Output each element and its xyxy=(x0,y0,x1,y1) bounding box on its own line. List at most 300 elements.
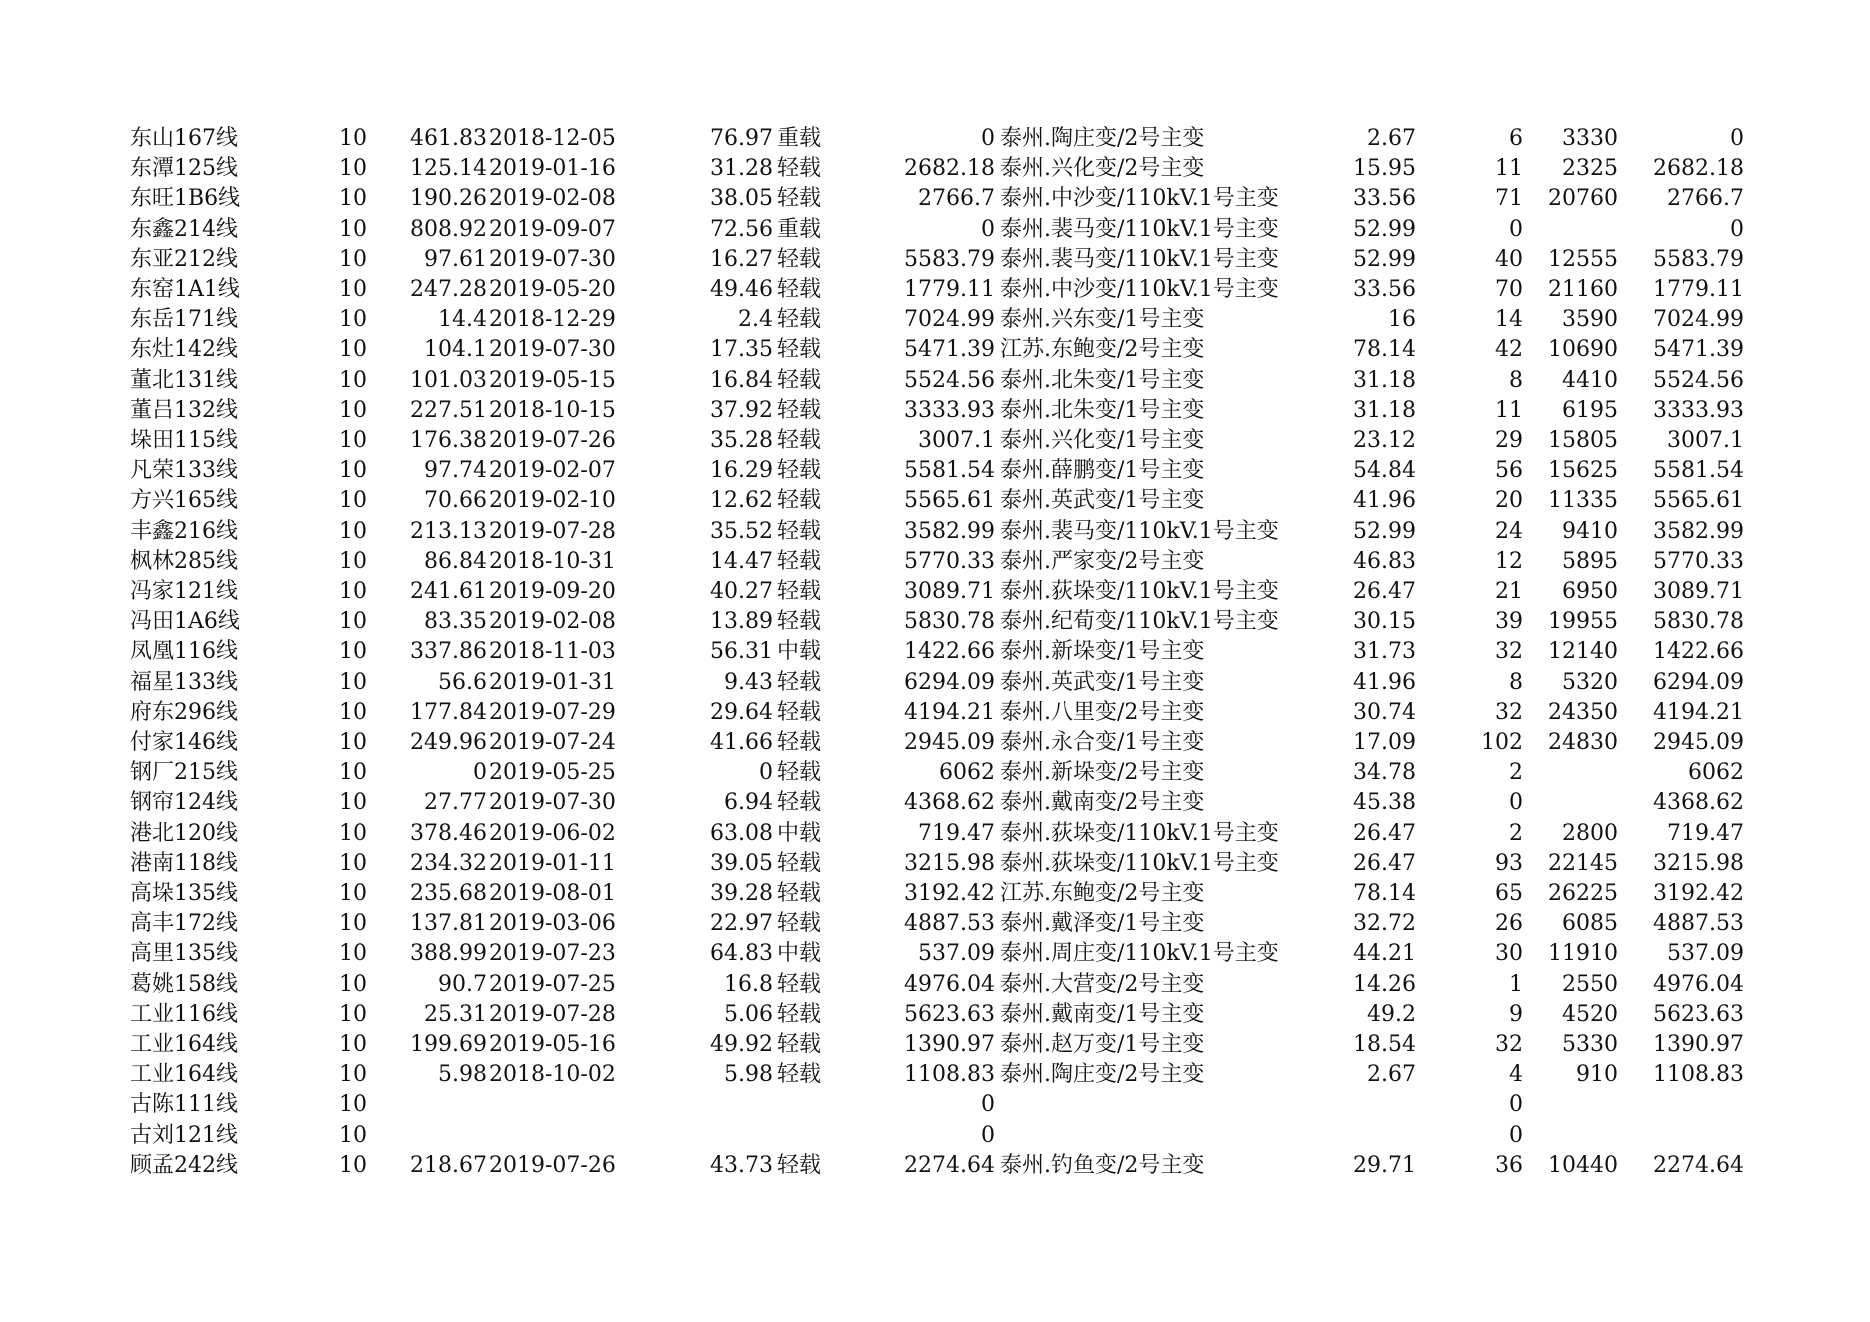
transformer-rate-cell: 29.71 xyxy=(1353,1152,1416,1178)
count-cell: 1 xyxy=(1509,971,1523,997)
load-level-cell: 轻载 xyxy=(777,579,822,604)
table-row xyxy=(0,1060,1870,1090)
line-name-cell: 东灶142线 xyxy=(130,337,238,363)
transformer-rate-cell: 30.15 xyxy=(1353,609,1416,635)
voltage-cell: 10 xyxy=(339,126,367,151)
max-load-cell: 97.61 xyxy=(424,246,487,272)
load-rate-cell: 56.31 xyxy=(710,639,773,665)
max-load-cell: 176.38 xyxy=(410,428,487,453)
table-row xyxy=(0,909,1870,939)
load-rate-cell: 35.28 xyxy=(710,428,773,453)
capacity-cell: 910 xyxy=(1576,1062,1618,1088)
capacity-cell: 10440 xyxy=(1548,1152,1618,1178)
remaining-capacity-cell: 4368.62 xyxy=(904,790,995,816)
date-cell: 2019-07-30 xyxy=(489,246,616,272)
available-capacity-cell: 537.09 xyxy=(1667,941,1744,967)
table-row xyxy=(0,939,1870,969)
available-capacity-cell: 0 xyxy=(1730,126,1744,151)
count-cell: 56 xyxy=(1495,458,1523,484)
capacity-cell xyxy=(1525,215,1618,245)
line-name-cell: 丰鑫216线 xyxy=(130,518,238,544)
transformer-rate-cell: 45.38 xyxy=(1353,790,1416,816)
remaining-capacity-cell: 1108.83 xyxy=(904,1062,995,1088)
voltage-cell: 10 xyxy=(339,1032,367,1057)
load-level-cell: 轻载 xyxy=(777,458,822,484)
load-level-cell: 轻载 xyxy=(777,488,822,514)
count-cell: 11 xyxy=(1495,156,1523,182)
load-rate-cell: 31.28 xyxy=(710,156,773,182)
max-load-cell: 218.67 xyxy=(410,1152,487,1178)
load-level-cell: 轻载 xyxy=(777,1062,822,1088)
table-row xyxy=(0,1030,1870,1060)
load-level-cell: 轻载 xyxy=(777,518,822,544)
substation-transformer-cell: 泰州.陶庄变/2号主变 xyxy=(1000,1062,1205,1088)
date-cell: 2019-07-30 xyxy=(489,337,616,363)
load-level-cell: 轻载 xyxy=(777,911,822,937)
transformer-rate-cell: 49.2 xyxy=(1367,1001,1416,1027)
remaining-capacity-cell: 5471.39 xyxy=(904,337,995,363)
remaining-capacity-cell: 537.09 xyxy=(918,941,995,967)
capacity-cell: 6085 xyxy=(1562,911,1618,937)
voltage-cell: 10 xyxy=(339,277,367,302)
max-load-cell: 137.81 xyxy=(410,911,487,937)
line-name-cell: 顾孟242线 xyxy=(130,1152,238,1178)
available-capacity-cell: 5770.33 xyxy=(1653,548,1744,574)
count-cell: 0 xyxy=(1509,1092,1523,1118)
transformer-rate-cell: 54.84 xyxy=(1353,458,1416,484)
load-rate-cell: 16.8 xyxy=(724,971,773,997)
max-load-cell: 70.66 xyxy=(424,488,487,514)
table-row xyxy=(0,215,1870,245)
voltage-cell: 10 xyxy=(339,337,367,363)
load-rate-cell: 13.89 xyxy=(710,609,773,635)
available-capacity-cell: 4887.53 xyxy=(1653,911,1744,937)
load-rate-cell: 5.98 xyxy=(724,1062,773,1088)
substation-transformer-cell: 泰州.英武变/1号主变 xyxy=(1000,669,1205,695)
substation-transformer-cell: 泰州.永合变/1号主变 xyxy=(1000,730,1205,755)
load-rate-cell: 39.05 xyxy=(710,850,773,876)
line-name-cell: 董北131线 xyxy=(130,367,238,393)
voltage-cell: 10 xyxy=(339,579,367,604)
count-cell: 0 xyxy=(1509,790,1523,816)
capacity-cell: 2550 xyxy=(1562,971,1618,997)
load-rate-cell: 35.52 xyxy=(710,518,773,544)
max-load-cell: 27.77 xyxy=(424,790,487,816)
transformer-rate-cell: 18.54 xyxy=(1353,1032,1416,1057)
load-rate-cell: 14.47 xyxy=(710,548,773,574)
voltage-cell: 10 xyxy=(339,911,367,937)
remaining-capacity-cell: 5623.63 xyxy=(904,1001,995,1027)
capacity-cell xyxy=(1525,1121,1618,1151)
line-name-cell: 工业116线 xyxy=(130,1001,238,1027)
voltage-cell: 10 xyxy=(339,548,367,574)
line-name-cell: 古刘121线 xyxy=(130,1122,238,1148)
available-capacity-cell: 3089.71 xyxy=(1653,579,1744,604)
available-capacity-cell: 7024.99 xyxy=(1653,307,1744,333)
transformer-rate-cell: 14.26 xyxy=(1353,971,1416,997)
load-level-cell xyxy=(777,1121,837,1151)
load-rate-cell: 2.4 xyxy=(738,307,773,333)
capacity-cell: 5895 xyxy=(1562,548,1618,574)
line-name-cell: 高里135线 xyxy=(130,941,238,967)
count-cell: 40 xyxy=(1495,246,1523,272)
substation-transformer-cell: 泰州.八里变/2号主变 xyxy=(1000,699,1205,725)
capacity-cell: 21160 xyxy=(1548,277,1618,302)
available-capacity-cell: 1108.83 xyxy=(1653,1062,1744,1088)
line-name-cell: 高垛135线 xyxy=(130,881,238,906)
line-name-cell: 方兴165线 xyxy=(130,488,238,514)
line-name-cell: 古陈111线 xyxy=(130,1092,238,1118)
table-row xyxy=(0,396,1870,426)
count-cell: 65 xyxy=(1495,881,1523,906)
line-name-cell: 东旺1B6线 xyxy=(130,186,241,212)
table-row xyxy=(0,758,1870,788)
capacity-cell: 19955 xyxy=(1548,609,1618,635)
count-cell: 102 xyxy=(1481,730,1523,755)
load-rate-cell: 64.83 xyxy=(710,941,773,967)
date-cell: 2019-07-25 xyxy=(489,971,616,997)
capacity-cell xyxy=(1525,788,1618,818)
line-name-cell: 港南118线 xyxy=(130,850,238,876)
available-capacity-cell: 5581.54 xyxy=(1653,458,1744,484)
transformer-rate-cell: 33.56 xyxy=(1353,277,1416,302)
line-name-cell: 葛姚158线 xyxy=(130,971,238,997)
substation-transformer-cell: 泰州.严家变/2号主变 xyxy=(1000,548,1205,574)
table-row xyxy=(0,426,1870,456)
line-name-cell: 董吕132线 xyxy=(130,397,238,423)
max-load-cell: 241.61 xyxy=(410,579,487,604)
count-cell: 21 xyxy=(1495,579,1523,604)
date-cell: 2018-10-15 xyxy=(489,397,616,423)
capacity-cell: 9410 xyxy=(1562,518,1618,544)
date-cell: 2019-07-28 xyxy=(489,518,616,544)
remaining-capacity-cell: 5830.78 xyxy=(904,609,995,635)
load-rate-cell: 5.06 xyxy=(724,1001,773,1027)
date-cell: 2019-08-01 xyxy=(489,881,616,906)
line-name-cell: 冯田1A6线 xyxy=(130,609,240,635)
transformer-rate-cell: 78.14 xyxy=(1353,337,1416,363)
count-cell: 8 xyxy=(1509,367,1523,393)
table-row xyxy=(0,486,1870,516)
date-cell: 2019-02-08 xyxy=(489,186,616,212)
load-level-cell: 轻载 xyxy=(777,730,822,755)
capacity-cell: 11910 xyxy=(1548,941,1618,967)
load-level-cell: 轻载 xyxy=(777,156,822,182)
available-capacity-cell: 5565.61 xyxy=(1653,488,1744,514)
line-name-cell: 钢厂215线 xyxy=(130,760,238,786)
capacity-cell: 12555 xyxy=(1548,246,1618,272)
transformer-rate-cell: 41.96 xyxy=(1353,669,1416,695)
table-row xyxy=(0,577,1870,607)
date-cell: 2019-07-29 xyxy=(489,699,616,725)
date-cell: 2019-07-28 xyxy=(489,1001,616,1027)
max-load-cell: 227.51 xyxy=(410,397,487,423)
available-capacity-cell: 3215.98 xyxy=(1653,850,1744,876)
load-rate-cell: 49.92 xyxy=(710,1032,773,1057)
load-rate-cell: 39.28 xyxy=(710,881,773,906)
available-capacity-cell: 5471.39 xyxy=(1653,337,1744,363)
available-capacity-cell: 2682.18 xyxy=(1653,156,1744,182)
transformer-rate-cell: 16 xyxy=(1388,307,1416,333)
table-row xyxy=(0,275,1870,305)
capacity-cell xyxy=(1525,1090,1618,1120)
substation-transformer-cell: 泰州.陶庄变/2号主变 xyxy=(1000,126,1205,151)
load-level-cell: 轻载 xyxy=(777,1001,822,1027)
remaining-capacity-cell: 5524.56 xyxy=(904,367,995,393)
transformer-rate-cell: 17.09 xyxy=(1353,730,1416,755)
max-load-cell xyxy=(372,1121,487,1151)
date-cell: 2019-02-08 xyxy=(489,609,616,635)
transformer-rate-cell: 31.73 xyxy=(1353,639,1416,665)
remaining-capacity-cell: 4976.04 xyxy=(904,971,995,997)
capacity-cell: 24350 xyxy=(1548,699,1618,725)
table-row xyxy=(0,728,1870,758)
capacity-cell: 24830 xyxy=(1548,730,1618,755)
table-row xyxy=(0,124,1870,154)
substation-transformer-cell: 泰州.裴马变/110kV.1号主变 xyxy=(1000,246,1279,272)
voltage-cell: 10 xyxy=(339,186,367,212)
voltage-cell: 10 xyxy=(339,518,367,544)
line-name-cell: 工业164线 xyxy=(130,1062,238,1088)
load-rate-cell: 49.46 xyxy=(710,277,773,302)
capacity-cell: 6195 xyxy=(1562,397,1618,423)
available-capacity-cell: 4194.21 xyxy=(1653,699,1744,725)
voltage-cell: 10 xyxy=(339,730,367,755)
date-cell: 2019-05-20 xyxy=(489,277,616,302)
substation-transformer-cell: 泰州.英武变/1号主变 xyxy=(1000,488,1205,514)
count-cell: 29 xyxy=(1495,428,1523,453)
capacity-cell: 2325 xyxy=(1562,156,1618,182)
voltage-cell: 10 xyxy=(339,609,367,635)
available-capacity-cell: 4976.04 xyxy=(1653,971,1744,997)
max-load-cell: 90.7 xyxy=(438,971,487,997)
available-capacity-cell: 2766.7 xyxy=(1667,186,1744,212)
load-rate-cell: 9.43 xyxy=(724,669,773,695)
capacity-cell: 4410 xyxy=(1562,367,1618,393)
date-cell: 2019-05-16 xyxy=(489,1032,616,1057)
line-name-cell: 枫林285线 xyxy=(130,548,238,574)
load-level-cell: 轻载 xyxy=(777,790,822,816)
remaining-capacity-cell: 2682.18 xyxy=(904,156,995,182)
line-name-cell: 冯家121线 xyxy=(130,579,238,604)
substation-transformer-cell xyxy=(1000,1090,1340,1120)
line-name-cell: 东潭125线 xyxy=(130,156,238,182)
voltage-cell: 10 xyxy=(339,1092,367,1118)
line-name-cell: 工业164线 xyxy=(130,1032,238,1057)
substation-transformer-cell: 泰州.裴马变/110kV.1号主变 xyxy=(1000,216,1279,242)
load-rate-cell: 43.73 xyxy=(710,1152,773,1178)
line-name-cell: 东鑫214线 xyxy=(130,216,238,242)
date-cell: 2019-07-30 xyxy=(489,790,616,816)
remaining-capacity-cell: 4194.21 xyxy=(904,699,995,725)
remaining-capacity-cell: 1390.97 xyxy=(904,1032,995,1057)
date-cell xyxy=(489,1090,629,1120)
max-load-cell: 56.6 xyxy=(438,669,487,695)
substation-transformer-cell: 泰州.戴南变/2号主变 xyxy=(1000,790,1205,816)
transformer-rate-cell: 30.74 xyxy=(1353,699,1416,725)
available-capacity-cell: 719.47 xyxy=(1667,820,1744,846)
load-level-cell: 重载 xyxy=(777,126,822,151)
date-cell: 2019-01-16 xyxy=(489,156,616,182)
transformer-rate-cell: 33.56 xyxy=(1353,186,1416,212)
date-cell: 2018-10-02 xyxy=(489,1062,616,1088)
line-name-cell: 钢帘124线 xyxy=(130,790,238,816)
remaining-capacity-cell: 3007.1 xyxy=(918,428,995,453)
substation-transformer-cell xyxy=(1000,1121,1340,1151)
max-load-cell: 25.31 xyxy=(424,1001,487,1027)
remaining-capacity-cell: 4887.53 xyxy=(904,911,995,937)
capacity-cell: 11335 xyxy=(1548,488,1618,514)
table-row xyxy=(0,1121,1870,1151)
capacity-cell: 3590 xyxy=(1562,307,1618,333)
transformer-rate-cell: 26.47 xyxy=(1353,820,1416,846)
max-load-cell: 86.84 xyxy=(424,548,487,574)
voltage-cell: 10 xyxy=(339,216,367,242)
date-cell: 2018-12-05 xyxy=(489,126,616,151)
count-cell: 14 xyxy=(1495,307,1523,333)
available-capacity-cell: 4368.62 xyxy=(1653,790,1744,816)
count-cell: 8 xyxy=(1509,669,1523,695)
remaining-capacity-cell: 5565.61 xyxy=(904,488,995,514)
substation-transformer-cell: 泰州.中沙变/110kV.1号主变 xyxy=(1000,186,1279,212)
available-capacity-cell: 6294.09 xyxy=(1653,669,1744,695)
date-cell: 2019-07-26 xyxy=(489,1152,616,1178)
date-cell: 2019-02-10 xyxy=(489,488,616,514)
max-load-cell: 249.96 xyxy=(410,730,487,755)
substation-transformer-cell: 泰州.荻垛变/110kV.1号主变 xyxy=(1000,579,1279,604)
load-level-cell: 中载 xyxy=(777,639,822,665)
remaining-capacity-cell: 2766.7 xyxy=(918,186,995,212)
transformer-rate-cell: 46.83 xyxy=(1353,548,1416,574)
table-row xyxy=(0,154,1870,184)
remaining-capacity-cell: 6294.09 xyxy=(904,669,995,695)
line-name-cell: 东窑1A1线 xyxy=(130,277,240,302)
capacity-cell: 2800 xyxy=(1562,820,1618,846)
max-load-cell: 14.4 xyxy=(438,307,487,333)
capacity-cell: 5330 xyxy=(1562,1032,1618,1057)
capacity-cell: 15805 xyxy=(1548,428,1618,453)
substation-transformer-cell: 泰州.大营变/2号主变 xyxy=(1000,971,1205,997)
max-load-cell: 247.28 xyxy=(410,277,487,302)
remaining-capacity-cell: 0 xyxy=(981,1122,995,1148)
capacity-cell: 10690 xyxy=(1548,337,1618,363)
substation-transformer-cell: 泰州.兴化变/1号主变 xyxy=(1000,428,1205,453)
max-load-cell: 101.03 xyxy=(410,367,487,393)
capacity-cell xyxy=(1525,758,1618,788)
load-level-cell: 轻载 xyxy=(777,669,822,695)
load-level-cell: 轻载 xyxy=(777,850,822,876)
transformer-rate-cell: 52.99 xyxy=(1353,246,1416,272)
load-level-cell: 轻载 xyxy=(777,1152,822,1178)
voltage-cell: 10 xyxy=(339,820,367,846)
max-load-cell: 0 xyxy=(473,760,487,786)
available-capacity-cell: 3007.1 xyxy=(1667,428,1744,453)
max-load-cell: 378.46 xyxy=(410,820,487,846)
count-cell: 70 xyxy=(1495,277,1523,302)
count-cell: 12 xyxy=(1495,548,1523,574)
max-load-cell: 199.69 xyxy=(410,1032,487,1057)
capacity-cell: 3330 xyxy=(1562,126,1618,151)
line-name-cell: 凤凰116线 xyxy=(130,639,238,665)
remaining-capacity-cell: 3089.71 xyxy=(904,579,995,604)
table-row xyxy=(0,879,1870,909)
transformer-rate-cell: 15.95 xyxy=(1353,156,1416,182)
table-row xyxy=(0,1000,1870,1030)
count-cell: 9 xyxy=(1509,1001,1523,1027)
load-rate-cell: 72.56 xyxy=(710,216,773,242)
voltage-cell: 10 xyxy=(339,156,367,182)
available-capacity-cell: 1779.11 xyxy=(1653,277,1744,302)
voltage-cell: 10 xyxy=(339,669,367,695)
line-name-cell: 东山167线 xyxy=(130,126,238,151)
date-cell: 2019-01-31 xyxy=(489,669,616,695)
transformer-rate-cell: 23.12 xyxy=(1353,428,1416,453)
voltage-cell: 10 xyxy=(339,1152,367,1178)
date-cell xyxy=(489,1121,629,1151)
count-cell: 11 xyxy=(1495,397,1523,423)
line-name-cell: 福星133线 xyxy=(130,669,238,695)
load-level-cell: 轻载 xyxy=(777,428,822,453)
table-row xyxy=(0,305,1870,335)
transformer-rate-cell: 2.67 xyxy=(1367,126,1416,151)
count-cell: 32 xyxy=(1495,639,1523,665)
load-level-cell: 轻载 xyxy=(777,246,822,272)
count-cell: 32 xyxy=(1495,1032,1523,1057)
load-level-cell: 轻载 xyxy=(777,1032,822,1057)
line-name-cell: 高丰172线 xyxy=(130,911,238,937)
line-name-cell: 港北120线 xyxy=(130,820,238,846)
load-level-cell: 轻载 xyxy=(777,760,822,786)
voltage-cell: 10 xyxy=(339,307,367,333)
available-capacity-cell: 3582.99 xyxy=(1653,518,1744,544)
substation-transformer-cell: 泰州.荻垛变/110kV.1号主变 xyxy=(1000,850,1279,876)
table-row xyxy=(0,849,1870,879)
table-row xyxy=(0,668,1870,698)
load-rate-cell: 16.27 xyxy=(710,246,773,272)
substation-transformer-cell: 泰州.戴南变/1号主变 xyxy=(1000,1001,1205,1027)
load-level-cell: 轻载 xyxy=(777,548,822,574)
count-cell: 26 xyxy=(1495,911,1523,937)
load-rate-cell xyxy=(640,1121,773,1151)
line-name-cell: 东岳171线 xyxy=(130,307,238,333)
count-cell: 39 xyxy=(1495,609,1523,635)
voltage-cell: 10 xyxy=(339,971,367,997)
max-load-cell: 177.84 xyxy=(410,699,487,725)
max-load-cell: 337.86 xyxy=(410,639,487,665)
load-rate-cell: 40.27 xyxy=(710,579,773,604)
voltage-cell: 10 xyxy=(339,881,367,906)
table-row xyxy=(0,970,1870,1000)
voltage-cell: 10 xyxy=(339,699,367,725)
date-cell: 2019-07-23 xyxy=(489,941,616,967)
table-row xyxy=(0,184,1870,214)
line-name-cell: 府东296线 xyxy=(130,699,238,725)
voltage-cell: 10 xyxy=(339,639,367,665)
available-capacity-cell: 0 xyxy=(1730,216,1744,242)
remaining-capacity-cell: 3333.93 xyxy=(904,397,995,423)
count-cell: 4 xyxy=(1509,1062,1523,1088)
count-cell: 30 xyxy=(1495,941,1523,967)
line-name-cell: 垛田115线 xyxy=(130,428,238,453)
table-row xyxy=(0,547,1870,577)
load-level-cell: 轻载 xyxy=(777,881,822,906)
remaining-capacity-cell: 7024.99 xyxy=(904,307,995,333)
load-level-cell: 轻载 xyxy=(777,971,822,997)
date-cell: 2019-05-25 xyxy=(489,760,616,786)
voltage-cell: 10 xyxy=(339,246,367,272)
substation-transformer-cell: 泰州.新垛变/2号主变 xyxy=(1000,760,1205,786)
available-capacity-cell xyxy=(1622,1090,1744,1120)
